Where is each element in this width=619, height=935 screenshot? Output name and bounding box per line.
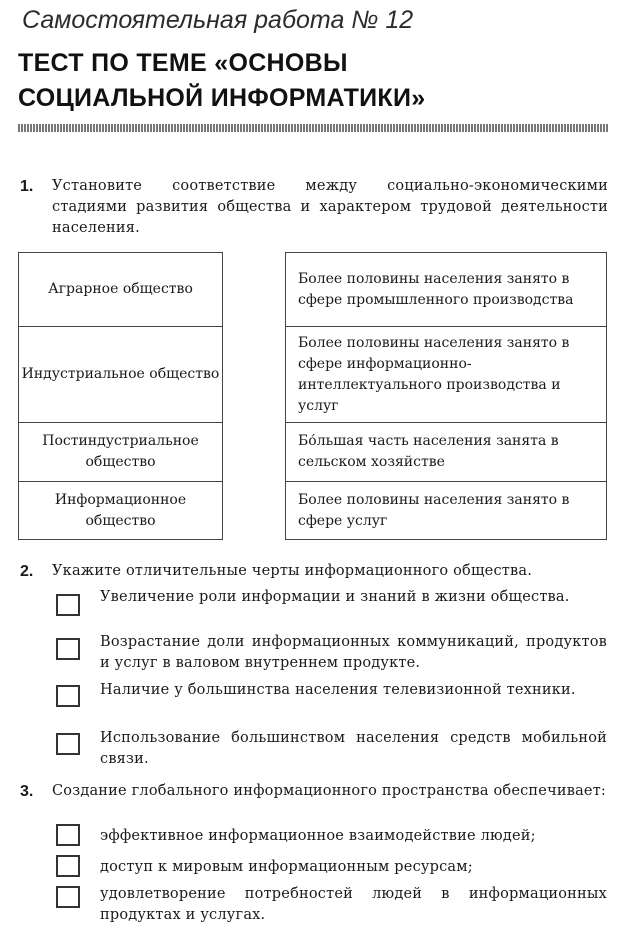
page-title-line-1: ТЕСТ ПО ТЕМЕ «ОСНОВЫ [18, 49, 348, 77]
q3-option-2-text: доступ к мировым информационным ресурсам; [100, 859, 473, 875]
q3-option-3-text: удовлетворение потребностей людей в информационных продуктах и услугах. [100, 886, 607, 923]
q3-option-1-checkbox[interactable] [56, 824, 80, 846]
q3-option-3-checkbox[interactable] [56, 886, 80, 908]
match-left-industrial[interactable]: Индустриальное общество [18, 326, 223, 423]
question-3-number: 3. [20, 783, 34, 800]
question-1-text: Установите соответствие между социально-экономическими стадиями развития общества и характером трудовой деятельности населения. [52, 178, 608, 236]
page-title [18, 46, 608, 116]
question-1-number: 1. [20, 178, 34, 195]
q2-option-4-text: Использование большинством населения средств мобильной связи. [100, 730, 607, 767]
match-left-postindustrial[interactable]: Постиндустриальное общество [18, 422, 223, 482]
page-title-line-2: СОЦИАЛЬНОЙ ИНФОРМАТИКИ» [18, 84, 426, 112]
question-2-number: 2. [20, 563, 34, 580]
q3-option-1-text: эффективное информационное взаимодействие людей; [100, 828, 536, 844]
match-right-info-production[interactable]: Более половины населения занято в сфере информационно-интеллектуального производства и услуг [285, 326, 607, 423]
question-3-text: Создание глобального информационного пространства обеспечивает: [52, 783, 607, 799]
match-right-industry[interactable]: Более половины населения занято в сфере промышленного производства [285, 252, 607, 327]
q2-option-3-text: Наличие у большинства населения телевизионной техники. [100, 682, 576, 698]
decorative-rule [18, 124, 608, 132]
q2-option-2-text: Возрастание доли информационных коммуникаций, продуктов и услуг в валовом внутреннем продукте. [100, 634, 607, 671]
match-right-agriculture[interactable]: Бо́льшая часть населения занята в сельском хозяйстве [285, 422, 607, 482]
q2-option-1-checkbox[interactable] [56, 594, 80, 616]
match-left-agrarian[interactable]: Аграрное общество [18, 252, 223, 327]
q2-option-2-checkbox[interactable] [56, 638, 80, 660]
match-right-services[interactable]: Более половины населения занято в сфере услуг [285, 481, 607, 540]
page-header: Самостоятельная работа № 12 [22, 6, 414, 34]
question-2-text: Укажите отличительные черты информационного общества. [52, 563, 533, 579]
q3-option-2-checkbox[interactable] [56, 855, 80, 877]
q2-option-4-checkbox[interactable] [56, 733, 80, 755]
q2-option-1-text: Увеличение роли информации и знаний в жизни общества. [100, 589, 570, 605]
q2-option-3-checkbox[interactable] [56, 685, 80, 707]
match-left-information[interactable]: Информационное общество [18, 481, 223, 540]
